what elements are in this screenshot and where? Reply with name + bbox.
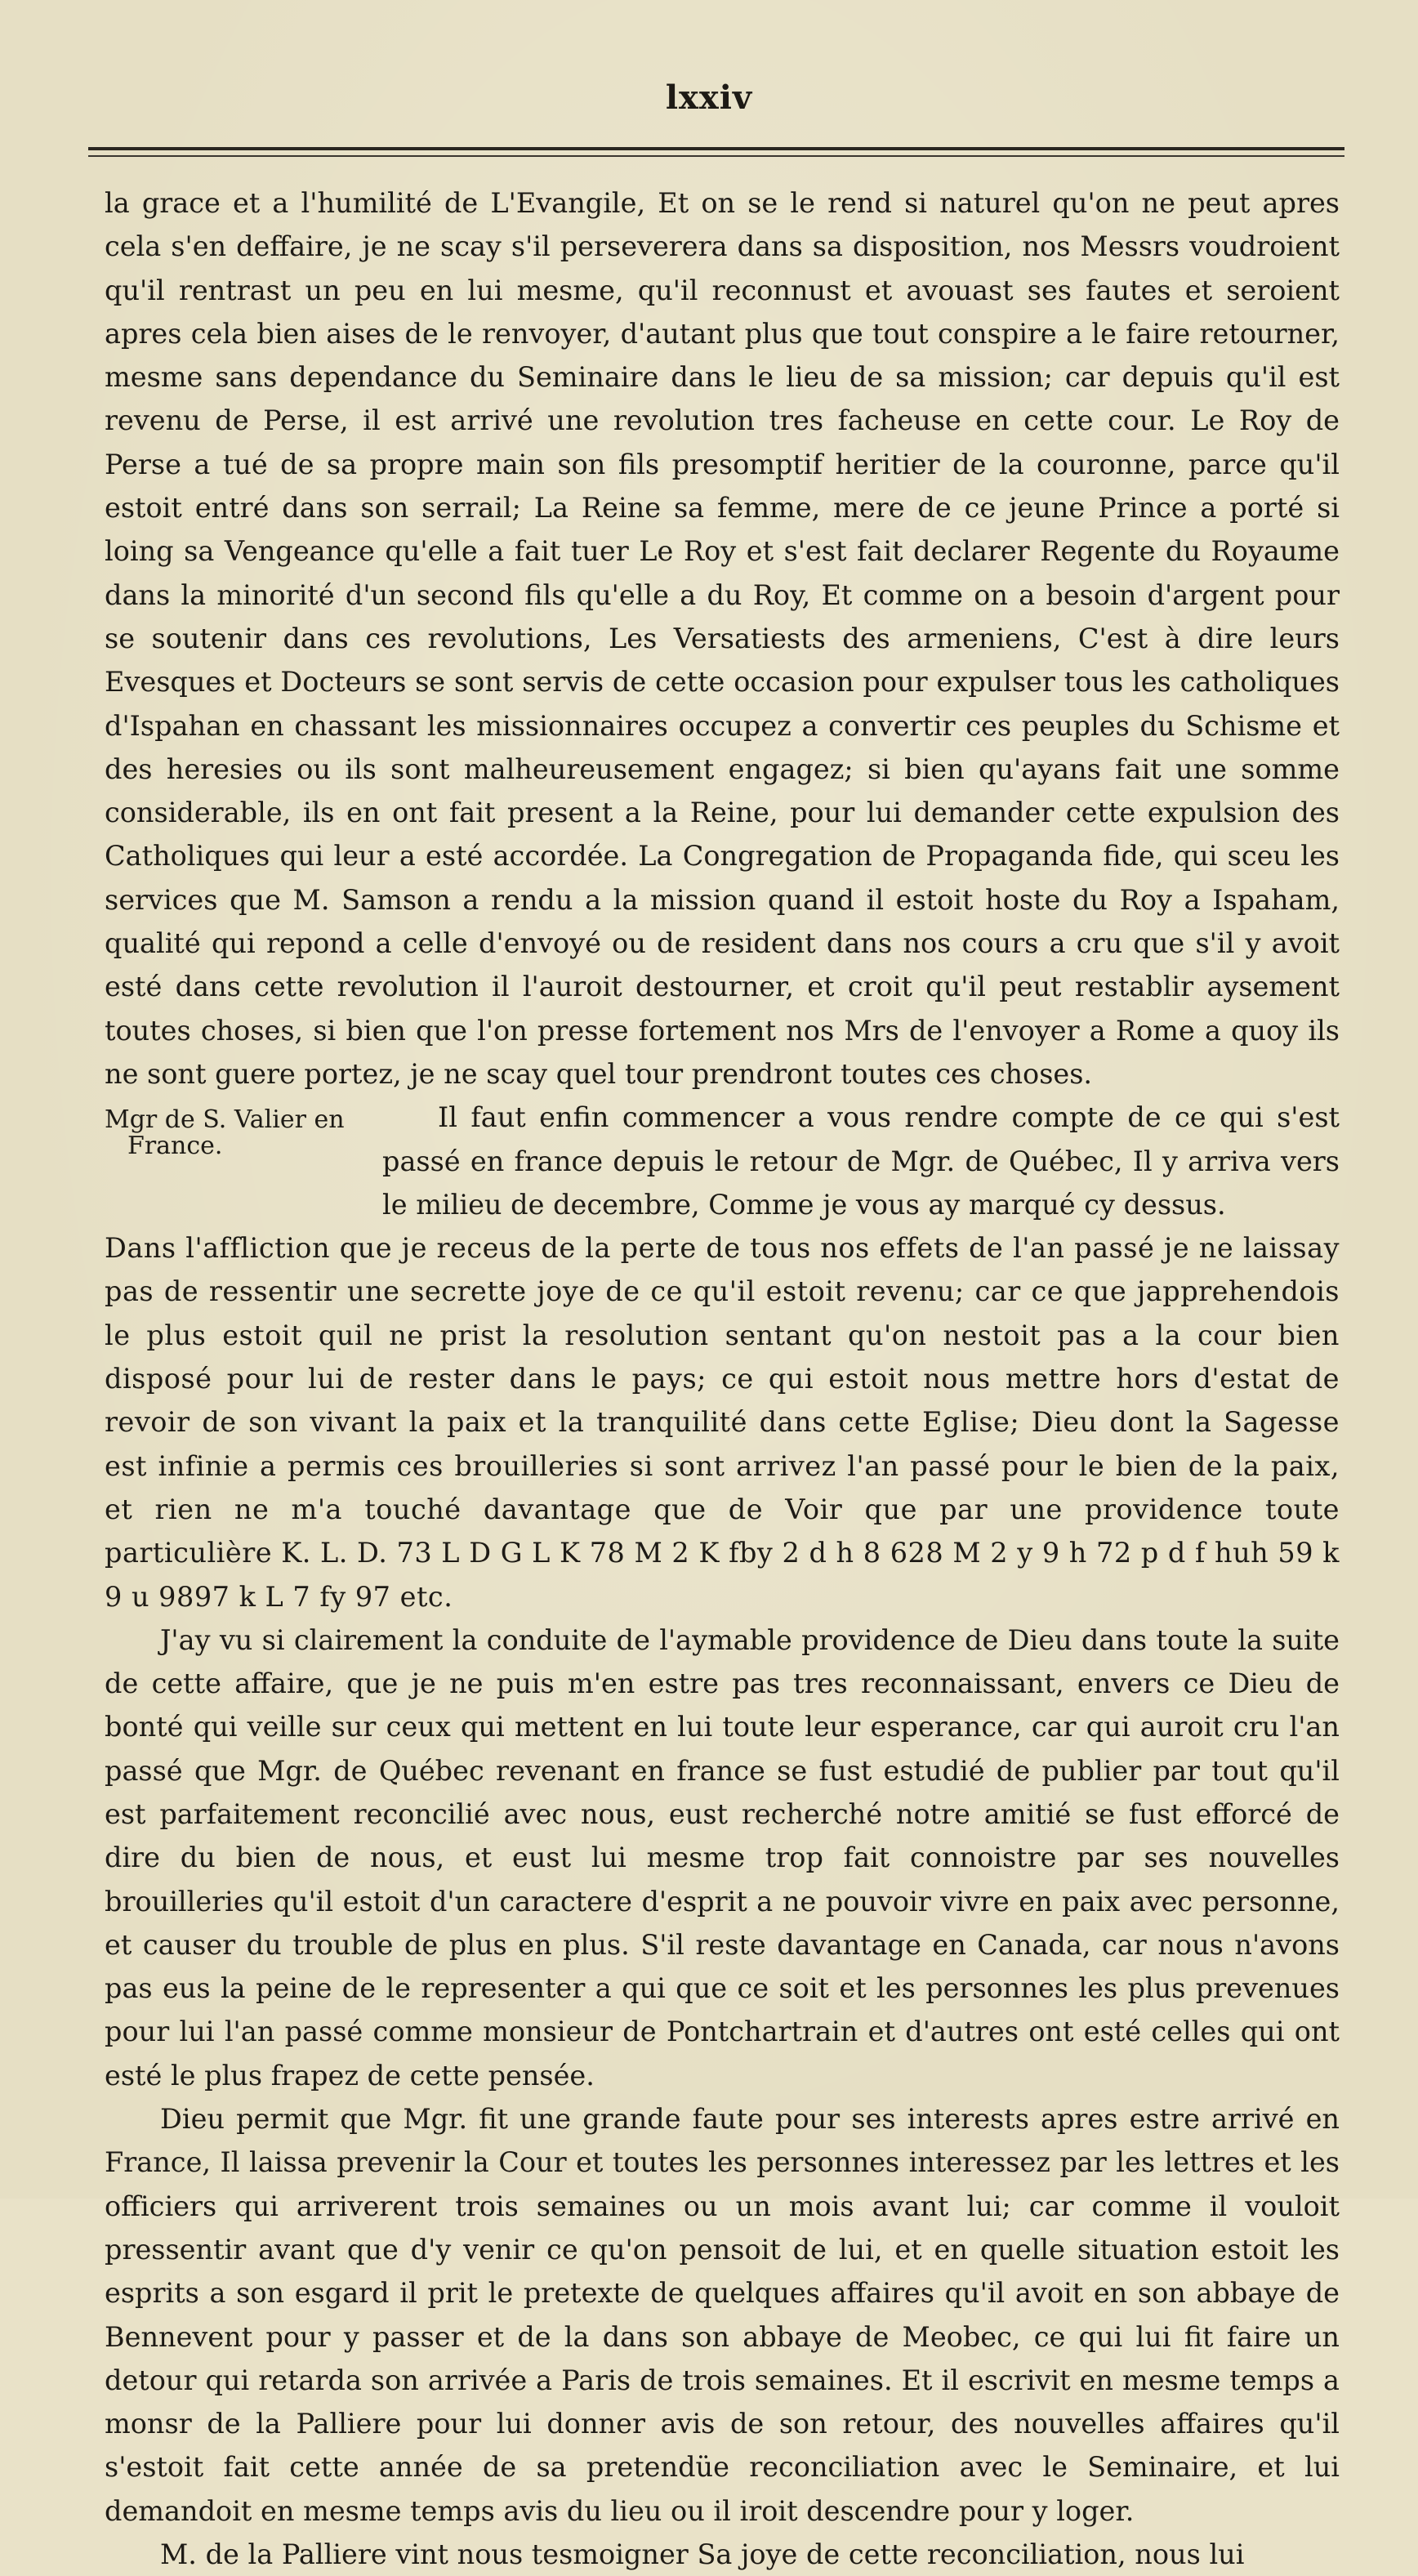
margin-note [105,1096,382,1159]
header-rule-thick [88,147,1344,150]
paragraph: J'ay vu si clairement la conduite de l'aymable providence de Dieu dans toute la suite de cette affaire, que je ne puis m'en estre pas tres reconnaissant, envers ce Dieu de bonté qui veille sur ceux qui mettent en lui toute leur esperance, car qui auroit cru l'an passé que Mgr. de Québec revenant en france se fust estudié de publier par tout qu'il est parfaitement reconcilié avec nous, eust recherché notre amitié se fust efforcé de dire du bien de nous, et eust lui mesme trop fait connoistre par ses nouvelles brouilleries qu'il estoit d'un caractere d'esprit a ne pouvoir vivre en paix avec personne, et causer du trouble de plus en plus. S'il reste davantage en Canada, car nous n'avons pas eus la peine de le representer a qui que ce soit et les personnes les plus prevenues pour lui l'an passé comme monsieur de Pontchartrain et d'autres ont esté celles qui ont esté le plus frapez de cette pensée. [105,1623,1340,2092]
paragraph: Dieu permit que Mgr. fit une grande faute pour ses interests apres estre arrivé en France, Il laissa prevenir la Cour et toutes les personnes interessez par les lettres et les officiers qui arriverent trois semaines ou un mois avant lui; car comme il vouloit pressentir avant que d'y venir ce qu'on pensoit de lui, et en quelle situation estoit les esprits a son esgard il prit le pretexte de quelques affaires qu'il avoit en son abbaye de Bennevent pour y passer et de la dans son abbaye de Meobec, ce qui lui fit faire un detour qui retarda son arrivée a Paris de trois semaines. Et il escrivit en mesme temps a monsr de la Palliere pour lui donner avis de son retour, des nouvelles affaires qu'il s'estoit fait cette année de sa pretendüe reconciliation avec le Seminaire, et lui demandoit en mesme temps avis du lieu ou il iroit descendre pour y loger. [105,2103,1340,2527]
margin-note-line: Mgr de S. Valier en [105,1105,345,1135]
margin-note-line: France. [127,1132,223,1161]
header-rule-thin [88,155,1344,157]
paragraph-with-margin: Il faut enfin commencer a vous rendre compte de ce qui s'est passé en france depuis le retour de Mgr. de Québec, Il y arriva vers le milieu de decembre, Comme je vous ay marqué cy dessus. [382,1101,1340,1221]
paragraph: Dans l'affliction que je receus de la perte de tous nos effets de l'an passé je ne laissay pas de ressentir une secrette joye de ce qu'il estoit revenu; car ce que japprehendois le plus estoit quil ne prist la resolution sentant qu'on nestoit pas a la cour bien disposé pour lui de rester dans le pays; ce qui estoit nous mettre hors d'estat de revoir de son vivant la paix et la tranquilité dans cette Eglise; Dieu dont la Sagesse est infinie a permis ces brouilleries si sont arrivez l'an passé pour le bien de la paix, et rien ne m'a touché davantage que de Voir que par une providence toute particulière K. L. D. 73 L D G L K 78 M 2 K fby 2 d h 8 628 M 2 y 9 h 72 p d f huh 59 k 9 u 9897 k L 7 fy 97 etc. [105,1232,1340,1613]
margin-block [105,1096,1340,1226]
body-text [105,181,1340,2576]
paragraph: M. de la Palliere vint nous tesmoigner Sa joye de cette reconciliation, nous lui [160,2538,1245,2571]
paragraph: la grace et a l'humilité de L'Evangile, Et on se le rend si naturel qu'on ne peut apres cela s'en deffaire, je ne scay s'il perseverera dans sa disposition, nos Messrs voudroient qu'il rentrast un peu en lui mesme, qu'il reconnust et avouast ses fautes et seroient apres cela bien aises de le renvoyer, d'autant plus que tout conspire a le faire retourner, mesme sans dependance du Seminaire dans le lieu de sa mission; car depuis qu'il est revenu de Perse, il est arrivé une revolution tres facheuse en cette cour. Le Roy de Perse a tué de sa propre main son fils presomptif heritier de la couronne, parce qu'il estoit entré dans son serrail; La Reine sa femme, mere de ce jeune Prince a porté si loing sa Vengeance qu'elle a fait tuer Le Roy et s'est fait declarer Regente du Royaume dans la minorité d'un second fils qu'elle a du Roy, Et comme on a besoin d'argent pour se soutenir dans ces revolutions, Les Versatiests des armeniens, C'est à dire leurs Evesques et Docteurs se sont servis de cette occasion pour expulser tous les catholiques d'Ispahan en chassant les missionnaires occupez a convertir ces peuples du Schisme et des heresies ou ils sont malheureusement engagez; si bien qu'ayans fait une somme considerable, ils en ont fait present a la Reine, pour lui demander cette expulsion des Catholiques qui leur a esté accordée. La Congregation de Propaganda fide, qui sceu les services que M. Samson a rendu a la mission quand il estoit hoste du Roy a Ispaham, qualité qui repond a celle d'envoyé ou de resident dans nos cours a cru que s'il y avoit esté dans cette revolution il l'auroit destourner, et croit qu'il peut restablir aysement toutes choses, si bien que l'on presse fortement nos Mrs de l'envoyer a Rome a quoy ils ne sont guere portez, je ne scay quel tour prendront toutes ces choses. [105,187,1340,1090]
page-number: lxxiv [665,78,753,117]
